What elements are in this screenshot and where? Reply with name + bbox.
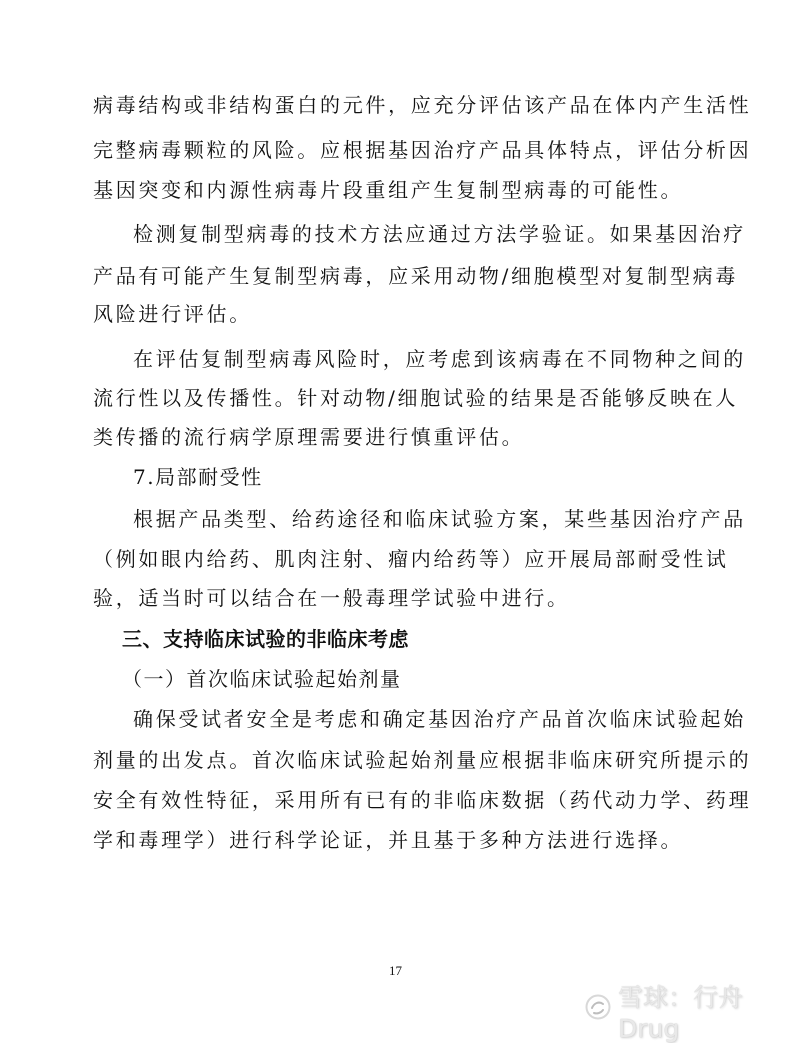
text-line: （例如眼内给药、肌肉注射、瘤内给药等）应开展局部耐受性试 (93, 547, 729, 571)
text-line: 安全有效性特征，采用所有已有的非临床数据（药代动力学、药理 (93, 788, 752, 812)
text-line: 根据产品类型、给药途径和临床试验方案，某些基因治疗产品 (133, 507, 746, 531)
text-line: 基因突变和内源性病毒片段重组产生复制型病毒的可能性。 (93, 178, 684, 202)
text-line: 在评估复制型病毒风险时，应考虑到该病毒在不同物种之间的 (133, 347, 746, 371)
text-line: 产品有可能产生复制型病毒，应采用动物/细胞模型对复制型病毒 (93, 264, 739, 288)
text-line: 风险进行评估。 (93, 302, 252, 326)
section-heading: 三、支持临床试验的非临床考虑 (122, 627, 409, 651)
text-line: 确保受试者安全是考虑和确定基因治疗产品首次临床试验起始 (133, 707, 746, 731)
text-line: 剂量的出发点。首次临床试验起始剂量应根据非临床研究所提示的 (93, 748, 752, 772)
page-number: 17 (389, 963, 402, 978)
watermark-text: 雪球：行舟Drug (618, 982, 744, 1043)
text-line: 检测复制型病毒的技术方法应通过方法学验证。如果基因治疗 (133, 222, 746, 246)
text-line: 病毒结构或非结构蛋白的元件，应充分评估该产品在体内产生活性 (93, 93, 752, 117)
text-line: 验，适当时可以结合在一般毒理学试验中进行。 (93, 586, 570, 610)
text-line: 完整病毒颗粒的风险。应根据基因治疗产品具体特点，评估分析因 (93, 138, 752, 162)
text-line: 学和毒理学）进行科学论证，并且基于多种方法进行选择。 (93, 828, 684, 852)
text-line: 流行性以及传播性。针对动物/细胞试验的结果是否能够反映在人 (93, 386, 739, 410)
watermark (584, 982, 800, 1043)
text-line: 类传播的流行病学原理需要进行慎重评估。 (93, 425, 525, 449)
snowball-logo-icon (584, 993, 612, 1027)
section-subtitle: 7.局部耐受性 (133, 465, 263, 489)
section-subtitle: （一）首次临床试验起始剂量 (122, 667, 402, 691)
